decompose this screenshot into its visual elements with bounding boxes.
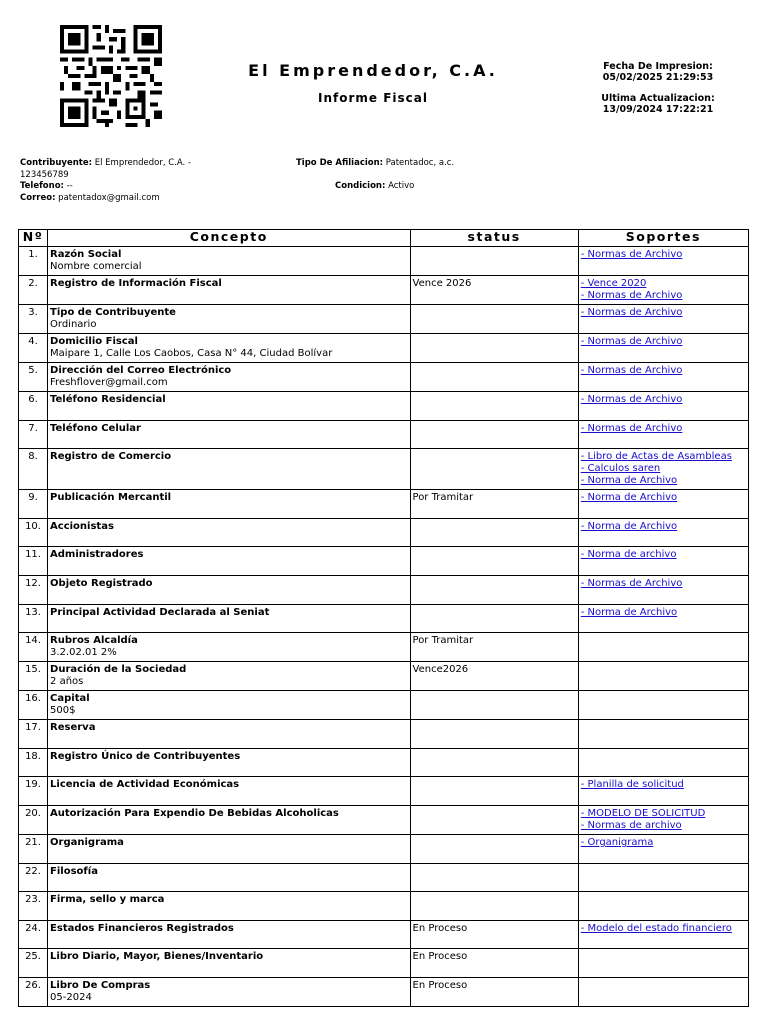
concept-detail: 2 años bbox=[50, 676, 84, 688]
supports-cell bbox=[578, 892, 748, 921]
row-number: 13. bbox=[19, 604, 48, 633]
support-link[interactable]: - Planilla de solicitud bbox=[580, 779, 684, 791]
concept-detail: 500$ bbox=[50, 705, 76, 717]
status-cell bbox=[410, 777, 578, 806]
support-link[interactable]: - MODELO DE SOLICITUD bbox=[580, 807, 706, 819]
row-number: 22. bbox=[19, 863, 48, 892]
row-number: 10. bbox=[19, 518, 48, 547]
support-link[interactable]: - Normas de archivo bbox=[580, 819, 682, 831]
phone-value: -- bbox=[66, 181, 73, 191]
print-date: 05/02/2025 21:29:53 bbox=[602, 72, 714, 83]
print-date-block bbox=[578, 61, 738, 83]
concept-cell bbox=[48, 691, 410, 720]
concept-title: Dirección del Correo Electrónico bbox=[50, 365, 232, 376]
concept-cell bbox=[48, 949, 410, 978]
concept-detail: 3.2.02.01 2% bbox=[50, 647, 117, 659]
supports-cell bbox=[578, 949, 748, 978]
concept-cell bbox=[48, 777, 410, 806]
support-link[interactable]: - Normas de Archivo bbox=[580, 394, 683, 405]
table-row bbox=[19, 920, 749, 949]
support-link[interactable]: - Normas de Archivo bbox=[580, 290, 683, 301]
table-row bbox=[19, 805, 749, 834]
concept-cell bbox=[48, 547, 410, 576]
concept-cell bbox=[48, 720, 410, 749]
table-row bbox=[19, 449, 749, 490]
table-row bbox=[19, 305, 749, 334]
fiscal-table bbox=[18, 229, 749, 1007]
status-cell: Vence2026 bbox=[410, 662, 578, 691]
concept-title: Publicación Mercantil bbox=[50, 492, 172, 504]
table-row bbox=[19, 490, 749, 519]
concept-title: Tipo de Contribuyente bbox=[50, 307, 176, 318]
support-link[interactable]: - Norma de archivo bbox=[580, 549, 677, 561]
concept-cell bbox=[48, 449, 410, 490]
concept-title: Estados Financieros Registrados bbox=[50, 922, 234, 934]
col-header-status: status bbox=[410, 230, 578, 247]
concept-title: Objeto Registrado bbox=[50, 577, 153, 589]
table-row bbox=[19, 363, 749, 392]
support-link[interactable]: - Norma de Archivo bbox=[580, 606, 678, 618]
concept-title: Registro Único de Contribuyentes bbox=[50, 750, 241, 762]
status-cell bbox=[410, 449, 578, 490]
affiliation-value: Patentadoc, a.c. bbox=[385, 158, 455, 168]
concept-title: Razón Social bbox=[50, 249, 122, 260]
concept-title: Licencia de Actividad Económicas bbox=[50, 779, 240, 791]
update-date: 13/09/2024 17:22:21 bbox=[602, 104, 714, 115]
support-link[interactable]: - Normas de Archivo bbox=[580, 307, 683, 318]
concept-cell bbox=[48, 977, 410, 1006]
supports-cell bbox=[578, 920, 748, 949]
row-number: 20. bbox=[19, 805, 48, 834]
concept-title: Domicilio Fiscal bbox=[50, 336, 138, 347]
supports-cell bbox=[578, 518, 748, 547]
concept-cell bbox=[48, 276, 410, 305]
concept-title: Administradores bbox=[50, 549, 144, 561]
concept-cell bbox=[48, 805, 410, 834]
concept-cell bbox=[48, 247, 410, 276]
email-value: patentadox@gmail.com bbox=[58, 193, 160, 203]
row-number: 21. bbox=[19, 834, 48, 863]
support-link[interactable]: - Normas de Archivo bbox=[580, 422, 683, 434]
row-number: 25. bbox=[19, 949, 48, 978]
concept-cell bbox=[48, 662, 410, 691]
supports-cell bbox=[578, 420, 748, 449]
table-row bbox=[19, 662, 749, 691]
concept-title: Teléfono Residencial bbox=[50, 394, 166, 405]
supports-cell bbox=[578, 977, 748, 1006]
status-cell bbox=[410, 363, 578, 392]
update-date-block bbox=[578, 93, 738, 115]
table-row bbox=[19, 777, 749, 806]
supports-cell bbox=[578, 834, 748, 863]
concept-title: Reserva bbox=[50, 722, 96, 734]
status-cell bbox=[410, 305, 578, 334]
concept-title: Libro De Compras bbox=[50, 979, 151, 991]
status-cell bbox=[410, 547, 578, 576]
table-row bbox=[19, 691, 749, 720]
status-cell: Por Tramitar bbox=[410, 633, 578, 662]
col-header-concept: Concepto bbox=[48, 230, 410, 247]
phone-label: Telefono: bbox=[20, 181, 64, 191]
row-number: 24. bbox=[19, 920, 48, 949]
supports-cell bbox=[578, 633, 748, 662]
affiliation-label: Tipo De Afiliacion: bbox=[296, 158, 384, 168]
supports-cell bbox=[578, 662, 748, 691]
row-number: 2. bbox=[19, 276, 48, 305]
supports-cell bbox=[578, 547, 748, 576]
email-label: Correo: bbox=[20, 193, 56, 203]
concept-title: Libro Diario, Mayor, Bienes/Inventario bbox=[50, 951, 264, 963]
concept-title: Firma, sello y marca bbox=[50, 894, 165, 906]
supports-cell bbox=[578, 305, 748, 334]
table-row bbox=[19, 518, 749, 547]
concept-title: Duración de la Sociedad bbox=[50, 664, 187, 676]
concept-cell bbox=[48, 305, 410, 334]
support-link[interactable]: - Vence 2020 bbox=[580, 278, 647, 289]
support-link[interactable]: - Libro de Actas de Asambleas bbox=[580, 451, 732, 463]
supports-cell bbox=[578, 247, 748, 276]
concept-title: Principal Actividad Declarada al Seniat bbox=[50, 606, 270, 618]
contributor-info bbox=[20, 158, 210, 181]
supports-cell bbox=[578, 392, 748, 421]
concept-cell bbox=[48, 363, 410, 392]
support-link[interactable]: - Norma de Archivo bbox=[580, 492, 678, 504]
concept-cell bbox=[48, 334, 410, 363]
condition-label: Condicion: bbox=[335, 181, 386, 191]
concept-detail: Freshflover@gmail.com bbox=[50, 377, 168, 388]
concept-title: Registro de Comercio bbox=[50, 451, 172, 463]
concept-cell bbox=[48, 490, 410, 519]
status-cell bbox=[410, 334, 578, 363]
row-number: 8. bbox=[19, 449, 48, 490]
row-number: 16. bbox=[19, 691, 48, 720]
condition-info bbox=[335, 181, 414, 193]
row-number: 1. bbox=[19, 247, 48, 276]
concept-cell bbox=[48, 863, 410, 892]
report-title: Informe Fiscal bbox=[318, 91, 428, 105]
concept-cell bbox=[48, 392, 410, 421]
concept-detail: Ordinario bbox=[50, 319, 97, 330]
supports-cell bbox=[578, 777, 748, 806]
concept-detail: Maipare 1, Calle Los Caobos, Casa N° 44, Ciudad Bolívar bbox=[50, 348, 333, 359]
row-number: 17. bbox=[19, 720, 48, 749]
table-row bbox=[19, 392, 749, 421]
supports-cell bbox=[578, 691, 748, 720]
supports-cell bbox=[578, 490, 748, 519]
row-number: 12. bbox=[19, 575, 48, 604]
status-cell: Por Tramitar bbox=[410, 490, 578, 519]
concept-cell bbox=[48, 575, 410, 604]
table-row bbox=[19, 748, 749, 777]
support-link[interactable]: - Norma de Archivo bbox=[580, 475, 678, 487]
table-row bbox=[19, 892, 749, 921]
table-row bbox=[19, 604, 749, 633]
concept-title: Rubros Alcaldía bbox=[50, 635, 138, 647]
table-row bbox=[19, 334, 749, 363]
concept-title: Teléfono Celular bbox=[50, 422, 141, 434]
print-date-label: Fecha De Impresion: bbox=[603, 61, 713, 72]
row-number: 15. bbox=[19, 662, 48, 691]
table-row bbox=[19, 834, 749, 863]
qr-code bbox=[58, 25, 164, 127]
row-number: 9. bbox=[19, 490, 48, 519]
row-number: 3. bbox=[19, 305, 48, 334]
table-row bbox=[19, 575, 749, 604]
status-cell bbox=[410, 805, 578, 834]
status-cell: En Proceso bbox=[410, 949, 578, 978]
company-name: El Emprendedor, C.A. bbox=[248, 61, 498, 80]
supports-cell bbox=[578, 748, 748, 777]
concept-title: Autorización Para Expendio De Bebidas Alcoholicas bbox=[50, 807, 339, 819]
table-row bbox=[19, 863, 749, 892]
supports-cell bbox=[578, 449, 748, 490]
supports-cell bbox=[578, 575, 748, 604]
row-number: 11. bbox=[19, 547, 48, 576]
supports-cell bbox=[578, 720, 748, 749]
support-link[interactable]: - Modelo del estado financiero bbox=[580, 922, 732, 934]
concept-cell bbox=[48, 633, 410, 662]
status-cell bbox=[410, 748, 578, 777]
table-row bbox=[19, 247, 749, 276]
table-row bbox=[19, 949, 749, 978]
concept-cell bbox=[48, 920, 410, 949]
row-number: 7. bbox=[19, 420, 48, 449]
support-link[interactable]: - Norma de Archivo bbox=[580, 520, 678, 532]
support-link[interactable]: - Normas de Archivo bbox=[580, 365, 683, 376]
concept-cell bbox=[48, 420, 410, 449]
concept-title: Accionistas bbox=[50, 520, 114, 532]
status-cell: Vence 2026 bbox=[410, 276, 578, 305]
status-cell bbox=[410, 392, 578, 421]
support-link[interactable]: - Normas de Archivo bbox=[580, 336, 683, 347]
table-row bbox=[19, 276, 749, 305]
support-link[interactable]: - Calculos saren bbox=[580, 463, 661, 475]
row-number: 23. bbox=[19, 892, 48, 921]
table-row bbox=[19, 720, 749, 749]
supports-cell bbox=[578, 363, 748, 392]
table-row bbox=[19, 420, 749, 449]
concept-title: Capital bbox=[50, 693, 90, 705]
status-cell bbox=[410, 691, 578, 720]
concept-cell bbox=[48, 892, 410, 921]
row-number: 5. bbox=[19, 363, 48, 392]
affiliation-info bbox=[296, 158, 454, 170]
row-number: 26. bbox=[19, 977, 48, 1006]
status-cell bbox=[410, 863, 578, 892]
table-row bbox=[19, 977, 749, 1006]
row-number: 14. bbox=[19, 633, 48, 662]
status-cell bbox=[410, 834, 578, 863]
support-link[interactable]: - Normas de Archivo bbox=[580, 577, 683, 589]
concept-title: Filosofía bbox=[50, 865, 98, 877]
concept-cell bbox=[48, 518, 410, 547]
update-date-label: Ultima Actualizacion: bbox=[601, 93, 715, 104]
concept-cell bbox=[48, 834, 410, 863]
supports-cell bbox=[578, 805, 748, 834]
phone-info bbox=[20, 181, 73, 193]
email-info bbox=[20, 193, 160, 205]
status-cell bbox=[410, 604, 578, 633]
supports-cell bbox=[578, 276, 748, 305]
contributor-label: Contribuyente: bbox=[20, 158, 93, 168]
supports-cell bbox=[578, 604, 748, 633]
col-header-number: Nº bbox=[19, 230, 48, 247]
support-link[interactable]: - Organigrama bbox=[580, 836, 654, 848]
table-row bbox=[19, 633, 749, 662]
table-row bbox=[19, 547, 749, 576]
status-cell bbox=[410, 247, 578, 276]
concept-cell bbox=[48, 748, 410, 777]
status-cell bbox=[410, 892, 578, 921]
concept-detail: Nombre comercial bbox=[50, 261, 142, 272]
status-cell bbox=[410, 420, 578, 449]
col-header-supports: Soportes bbox=[578, 230, 748, 247]
condition-value: Activo bbox=[388, 181, 415, 191]
supports-cell bbox=[578, 334, 748, 363]
concept-detail: 05-2024 bbox=[50, 991, 92, 1003]
row-number: 19. bbox=[19, 777, 48, 806]
concept-cell bbox=[48, 604, 410, 633]
row-number: 6. bbox=[19, 392, 48, 421]
status-cell bbox=[410, 518, 578, 547]
support-link[interactable]: - Normas de Archivo bbox=[580, 249, 683, 260]
concept-title: Registro de Información Fiscal bbox=[50, 278, 222, 289]
status-cell bbox=[410, 575, 578, 604]
status-cell bbox=[410, 720, 578, 749]
row-number: 4. bbox=[19, 334, 48, 363]
supports-cell bbox=[578, 863, 748, 892]
row-number: 18. bbox=[19, 748, 48, 777]
table-header-row bbox=[19, 230, 749, 247]
concept-title: Organigrama bbox=[50, 836, 124, 848]
status-cell: En Proceso bbox=[410, 920, 578, 949]
contributor-value: El Emprendedor, C.A. - 123456789 bbox=[20, 158, 192, 180]
table-body bbox=[19, 247, 749, 1007]
status-cell: En Proceso bbox=[410, 977, 578, 1006]
